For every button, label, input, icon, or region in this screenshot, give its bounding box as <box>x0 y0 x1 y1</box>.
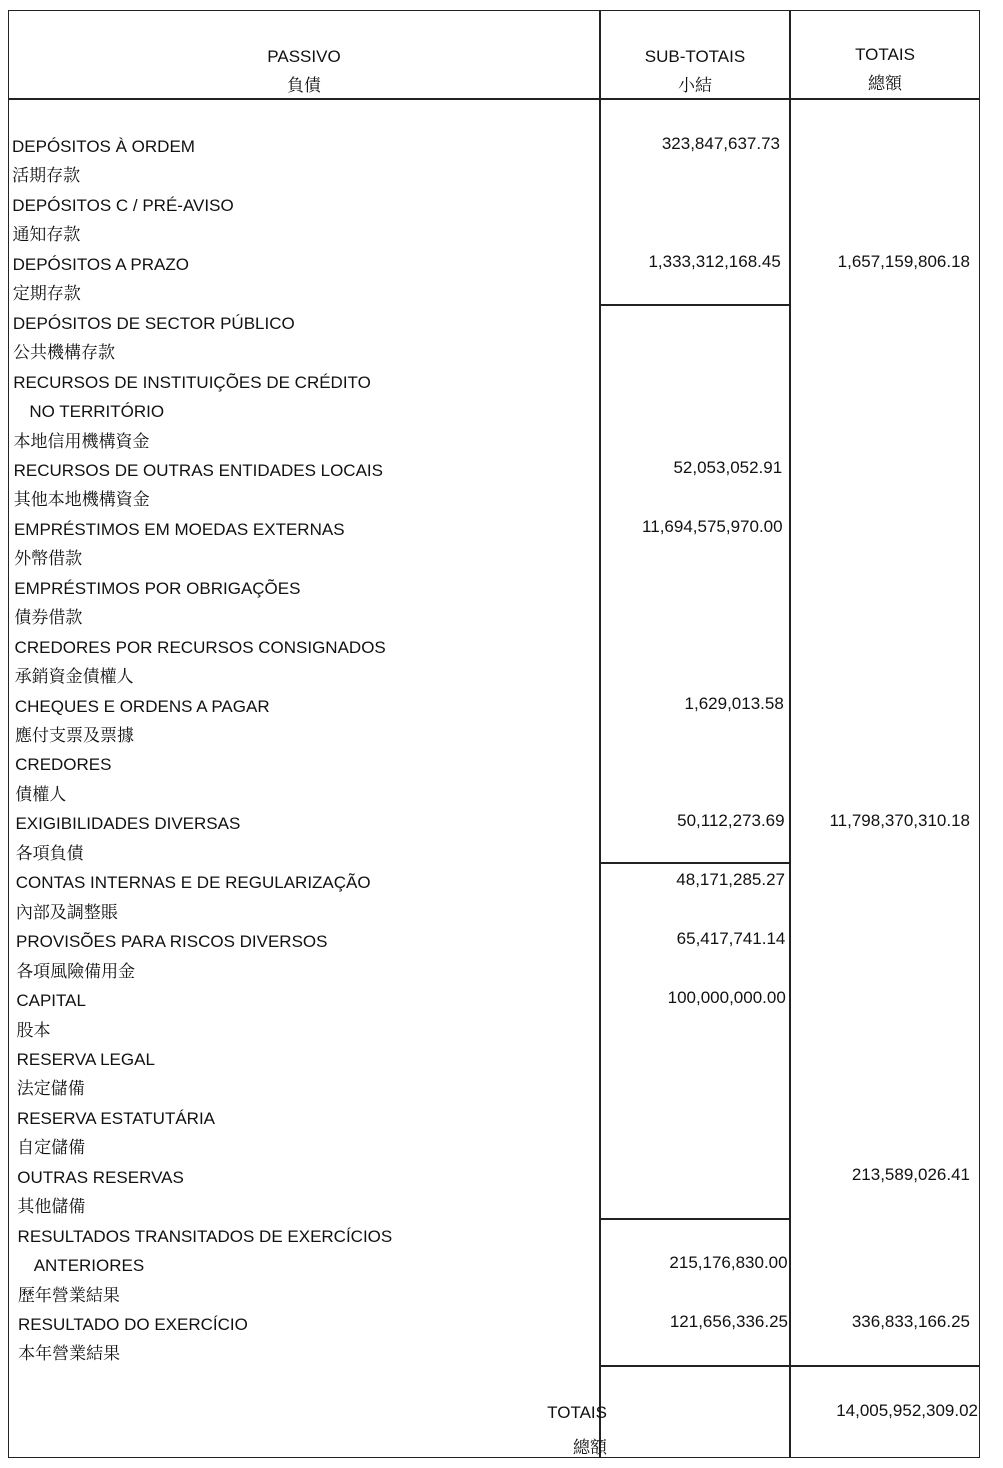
group-divider <box>600 1218 790 1220</box>
header-passivo-label: PASSIVO <box>267 47 341 66</box>
row-subtotal: 323,847,637.73 <box>661 134 780 153</box>
row-label: EMPRÉSTIMOS POR OBRIGAÇÕES <box>14 578 301 598</box>
row-label: CREDORES POR RECURSOS CONSIGNADOS <box>14 637 386 657</box>
group-divider <box>600 862 790 864</box>
row-label: 自定儲備 <box>17 1138 86 1158</box>
row-label: 債權人 <box>15 784 67 804</box>
row-total: 1,657,159,806.18 <box>837 251 970 271</box>
footer-totais-label-zh: 總額 <box>573 1438 607 1457</box>
header-totais <box>790 40 980 98</box>
footer-grand-total: 14,005,952,309.02 <box>836 1401 978 1420</box>
row-label: CONTAS INTERNAS E DE REGULARIZAÇÃO <box>15 873 371 893</box>
row-label: NO TERRITÓRIO <box>29 402 165 422</box>
row-label: 其他本地機構資金 <box>13 490 150 510</box>
row-label: 各項負債 <box>15 843 84 863</box>
row-subtotal: 11,694,575,970.00 <box>642 516 783 536</box>
row-label: EXIGIBILIDADES DIVERSAS <box>15 814 241 834</box>
row-label: 股本 <box>16 1020 51 1040</box>
row-total: 11,798,370,310.18 <box>829 811 970 831</box>
row-label: OUTRAS RESERVAS <box>17 1167 184 1187</box>
header-passivo <box>8 42 600 100</box>
row-subtotal: 100,000,000.00 <box>667 988 786 1008</box>
row-label: CREDORES <box>15 755 112 775</box>
row-label: 定期存款 <box>12 284 81 304</box>
row-label: DEPÓSITOS À ORDEM <box>12 137 195 156</box>
column-divider <box>599 10 601 1458</box>
row-label: 通知存款 <box>12 225 81 245</box>
row-subtotal: 1,333,312,168.45 <box>648 251 781 271</box>
row-label: 內部及調整賬 <box>15 902 118 922</box>
header-passivo-label-zh: 負債 <box>287 76 321 95</box>
row-label: PROVISÕES PARA RISCOS DIVERSOS <box>16 932 328 952</box>
row-label: RECURSOS DE INSTITUIÇÕES DE CRÉDITO <box>13 372 371 392</box>
row-subtotal: 50,112,273.69 <box>677 811 785 831</box>
row-label: EMPRÉSTIMOS EM MOEDAS EXTERNAS <box>13 519 345 539</box>
row-label: DEPÓSITOS C / PRÉ-AVISO <box>12 195 234 215</box>
row-label: 債券借款 <box>14 608 83 628</box>
row-label: RESERVA ESTATUTÁRIA <box>16 1108 216 1128</box>
header-subtotais <box>600 42 790 100</box>
row-subtotal: 121,656,336.25 <box>669 1312 788 1331</box>
row-subtotal: 215,176,830.00 <box>669 1253 788 1273</box>
row-label: DEPÓSITOS A PRAZO <box>12 254 189 274</box>
row-label: CHEQUES E ORDENS A PAGAR <box>14 696 270 716</box>
row-total: 213,589,026.41 <box>851 1164 970 1184</box>
header-subtotais-label: SUB-TOTAIS <box>644 47 746 66</box>
row-label: RECURSOS DE OUTRAS ENTIDADES LOCAIS <box>13 460 383 480</box>
header-totais-label-zh: 總額 <box>868 74 902 93</box>
group-divider <box>600 304 790 306</box>
row-label: 歷年營業結果 <box>17 1285 120 1305</box>
row-subtotal: 1,629,013.58 <box>684 693 784 713</box>
row-total: 336,833,166.25 <box>851 1312 970 1331</box>
row-label: 活期存款 <box>12 166 81 186</box>
row-label: ANTERIORES <box>33 1256 145 1276</box>
row-label: RESULTADO DO EXERCÍCIO <box>18 1315 248 1334</box>
row-label: 公共機構存款 <box>13 343 116 363</box>
row-label: RESERVA LEGAL <box>16 1049 155 1069</box>
row-label: 法定儲備 <box>16 1079 85 1099</box>
column-divider <box>789 10 791 1458</box>
header-totais-label: TOTAIS <box>855 45 915 64</box>
totals-divider <box>600 1365 980 1367</box>
row-label: DEPÓSITOS DE SECTOR PÚBLICO <box>12 313 295 333</box>
row-label: 本年營業結果 <box>18 1344 121 1364</box>
row-label: 應付支票及票據 <box>15 726 134 745</box>
row-label: 外幣借款 <box>14 549 83 569</box>
row-label: CAPITAL <box>16 991 86 1011</box>
row-subtotal: 65,417,741.14 <box>676 929 786 949</box>
row-subtotal: 48,171,285.27 <box>676 870 785 890</box>
header-subtotais-label-zh: 小結 <box>678 76 712 95</box>
row-label: 其他儲備 <box>17 1197 86 1217</box>
row-label: 各項風險備用金 <box>16 961 136 981</box>
row-label: RESULTADOS TRANSITADOS DE EXERCÍCIOS <box>17 1226 393 1246</box>
footer-totais-label: TOTAIS <box>547 1403 607 1422</box>
row-label: 承銷資金債權人 <box>14 667 134 687</box>
row-subtotal: 52,053,052.91 <box>673 457 783 477</box>
row-label: 本地信用機構資金 <box>13 431 150 451</box>
